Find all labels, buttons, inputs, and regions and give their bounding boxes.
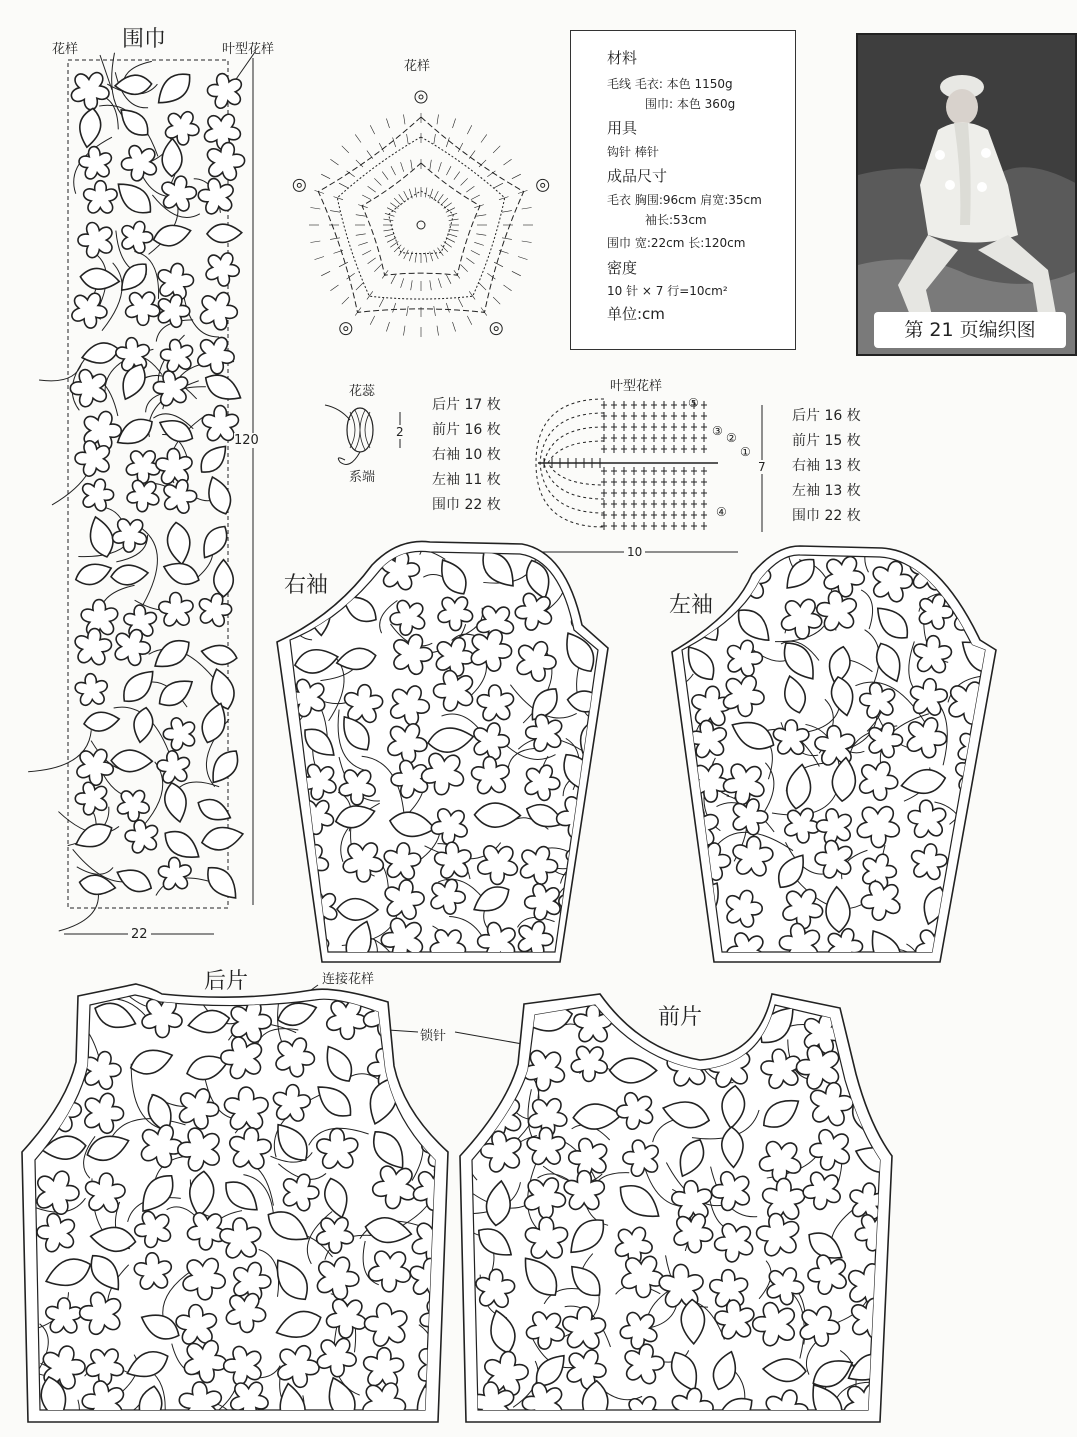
- right-sleeve-label: 右袖: [284, 573, 329, 598]
- flower-motif: [411, 1049, 451, 1089]
- center-count-back: 后片 17 枚: [432, 397, 501, 413]
- size-scarf: 围巾 宽:22cm 长:120cm: [607, 236, 746, 250]
- gauge-heading: 密度: [607, 259, 638, 277]
- scarf-motif-label: 花样: [52, 42, 79, 57]
- leaf-count-scarf: 围巾 22 枚: [792, 508, 861, 524]
- back-piece: [6, 970, 461, 1437]
- materials-heading: 材料: [607, 49, 638, 67]
- leaf-count-front: 前片 15 枚: [792, 433, 861, 449]
- size-sweater: 毛衣 胸围:96cm 肩宽:35cm: [607, 193, 762, 207]
- tools-text: 钩针 棒针: [607, 145, 659, 159]
- leaf-motif: [721, 1000, 745, 1043]
- leaf-count-right-sleeve: 右袖 13 枚: [792, 458, 861, 474]
- flower-motif: [858, 1012, 894, 1049]
- leaf-motif: [426, 1001, 452, 1048]
- leaf-motif: [413, 1075, 459, 1125]
- materials-yarn: 毛线 毛衣: 本色 1150g: [607, 77, 733, 91]
- back-label: 后片: [204, 969, 249, 994]
- leaf-count-left-sleeve: 左袖 13 枚: [792, 483, 861, 499]
- materials-yarn-scarf: 围巾: 本色 360g: [645, 97, 736, 111]
- leaf-chart-title: 叶型花样: [610, 379, 663, 394]
- leaf-step-2: ②: [726, 431, 737, 445]
- leaf-step-4: ④: [716, 505, 727, 519]
- flower-motif: [659, 1008, 697, 1046]
- photo-caption: 第 21 页编织图: [874, 312, 1066, 348]
- center-count-front: 前片 16 枚: [432, 422, 501, 438]
- flower-motif: [40, 1008, 80, 1049]
- left-sleeve-label: 左袖: [669, 593, 714, 618]
- center-count-scarf: 围巾 22 枚: [432, 497, 501, 513]
- center-tail-label: 系端: [349, 470, 376, 485]
- flower-motif: [474, 1057, 510, 1092]
- tools-heading: 用具: [607, 119, 638, 137]
- center-count-right-sleeve: 右袖 10 枚: [432, 447, 501, 463]
- chain-stitch-label: 锁针: [420, 1029, 447, 1044]
- gauge-text: 10 针 × 7 行=10cm²: [607, 284, 728, 298]
- front-piece: [451, 968, 927, 1437]
- flower-motif: [35, 1041, 75, 1081]
- front-label: 前片: [658, 1005, 703, 1030]
- leaf-height-label: 7: [758, 460, 766, 474]
- leaf-width-label: 10: [624, 545, 645, 559]
- leaf-step-3: ③: [712, 424, 723, 438]
- center-title: 花蕊: [349, 384, 376, 399]
- unit-text: 单位:cm: [607, 305, 665, 323]
- leaf-motif: [862, 1045, 893, 1094]
- flower-chart-title: 花样: [404, 59, 431, 74]
- scarf-leaf-label: 叶型花样: [222, 42, 275, 57]
- scarf-height-label: 120: [234, 433, 259, 448]
- join-pattern-label: 连接花样: [322, 972, 375, 987]
- scarf-width-label: 22: [128, 927, 151, 942]
- center-height-label: 2: [396, 425, 404, 439]
- leaf-step-5: ⑤: [688, 396, 699, 410]
- leaf-step-1: ①: [740, 445, 751, 459]
- center-count-left-sleeve: 左袖 11 枚: [432, 472, 501, 488]
- leaf-count-back: 后片 16 枚: [792, 408, 861, 424]
- size-sleeve: 袖长:53cm: [645, 213, 707, 227]
- size-heading: 成品尺寸: [607, 167, 668, 185]
- scarf-title: 围巾: [122, 27, 167, 52]
